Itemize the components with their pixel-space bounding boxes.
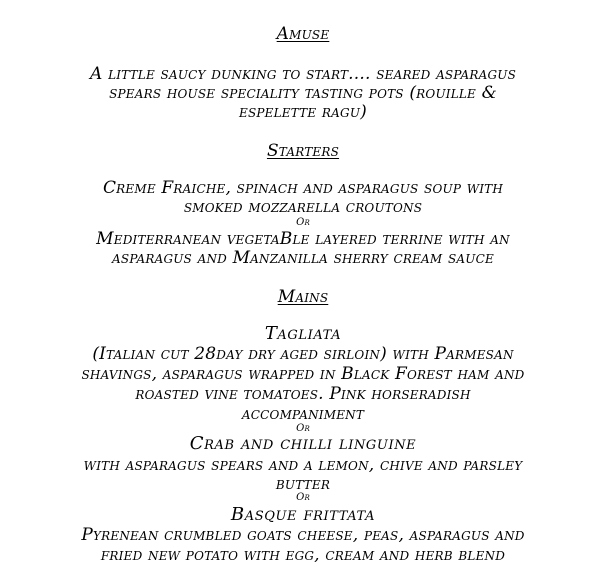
starter-option-1-line: smoked mozzarella croutons [183,197,423,217]
amuse-heading: Amuse [276,24,330,44]
amuse-description-line: A little saucy dunking to start.... seared asparagus [89,64,517,84]
dish-description-line: roasted vine tomatoes. Pink horseradish [135,384,471,404]
dish-title-tagliata: Tagliata [264,323,342,344]
amuse-description-line: spears house speciality tasting pots (rouille & [109,83,497,103]
or-separator: Or [296,423,310,434]
starters-heading: Starters [266,141,340,161]
dish-description-line: (Italian cut 28day dry aged sirloin) with Parmesan [92,344,514,364]
starter-option-1-line: Creme Fraiche, spinach and asparagus soup with [102,178,504,198]
dish-title-crab-linguine: Crab and chilli linguine [189,433,417,454]
or-separator: Or [296,217,310,228]
dish-description-line: butter [275,474,331,494]
dish-description-line: fried new potato with egg, cream and herb blend [100,545,506,565]
dish-description-line: with asparagus spears and a lemon, chive and parsley [83,455,523,475]
dish-description-line: shavings, asparagus wrapped in Black Forest ham and [81,364,525,384]
or-separator: Or [296,492,310,503]
dish-description-line: Pyrenean crumbled goats cheese, peas, asparagus and [81,525,525,545]
starter-option-2-line: asparagus and Manzanilla sherry cream sauce [112,248,494,268]
mains-heading: Mains [277,287,329,307]
amuse-description-line: espelette ragu) [239,102,367,122]
dish-title-basque-frittata: Basque frittata [230,504,376,525]
starter-option-2-line: Mediterranean vegetaBle layered terrine with an [96,229,510,249]
dish-description-line: accompaniment [241,404,365,424]
